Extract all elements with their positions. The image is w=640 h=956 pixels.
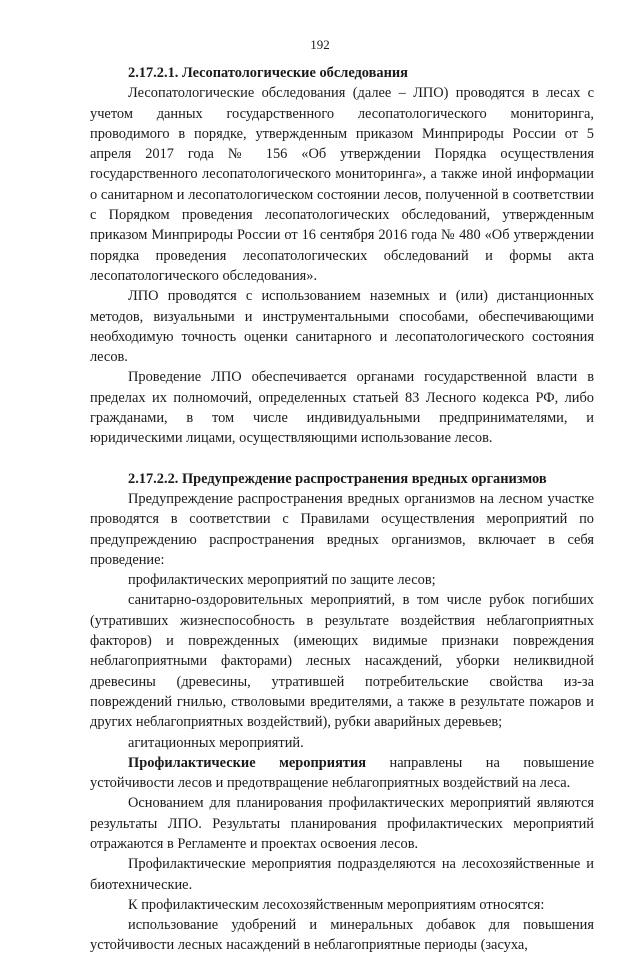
section-heading-forest-pathology-surveys: 2.17.2.1. Лесопатологические обследования [128, 65, 408, 81]
paragraph: Предупреждение распространения вредных организмов на лесном участке проводятся в соответствии с Правилами осуществления мероприятий по предупреждению распространения вредных организмов, включает в себя проведение: [90, 490, 594, 568]
paragraph: Основанием для планирования профилактических мероприятий являются результаты ЛПО. Результаты планирования профилактических мероприятий отражаются в Регламенте и проектах освоения лесов. [90, 795, 594, 852]
document-body [90, 63, 594, 956]
paragraph: Проведение ЛПО обеспечивается органами государственной власти в пределах их полномочий, определенных статьей 83 Лесного кодекса РФ, либо гражданами, в том числе индивидуальными предпринимателями, и юридическими лицами, осуществляющими использование лесов. [90, 369, 594, 447]
bold-lead-term: Профилактические мероприятия [128, 754, 367, 771]
list-item: использование удобрений и минеральных добавок для повышения устойчивости лесных насаждений в неблагоприятные периоды (засуха, [90, 917, 594, 954]
list-item: агитационных мероприятий. [128, 734, 304, 751]
paragraph-text: направлены на повышение устойчивости лесов и предотвращение неблагоприятных воздействий на леса. [90, 754, 594, 792]
paragraph: Лесопатологические обследования (далее – ЛПО) проводятся в лесах с учетом данных государственного лесопатологического мониторинга, проводимого в порядке, утвержденным приказом Минприроды России от 5 апреля 2017 года № 156 «Об утверждении Порядка осуществления государственного лесопатологического мониторинга», а также иной информации о санитарном и лесопатологическом состоянии лесов, полученной в соответствии с Порядком проведения лесопатологических обследований, утвержденным приказом Минприроды России от 16 сентября 2016 года № 480 «Об утверждении порядка проведения лесопатологических обследований и формы акта лесопатологического обследования». [90, 85, 594, 284]
paragraph: К профилактическим лесохозяйственным мероприятиям относятся: [128, 896, 545, 913]
list-item: санитарно-оздоровительных мероприятий, в том числе рубок погибших (утративших жизнеспособность в результате воздействия неблагоприятных факторов) и поврежденных (имеющих видимые признаки повреждения неблагоприятными факторами) лесных насаждений, уборки неликвидной древесины (древесины, утратившей потребительские свойства из-за повреждений гнилью, стволовыми вредителями, а также в результате пожаров и других неблагоприятных воздействий), рубки аварийных деревьев; [90, 592, 594, 731]
list-item: профилактических мероприятий по защите лесов; [128, 572, 436, 589]
page-number: 192 [310, 37, 330, 52]
section-heading-pest-prevention: 2.17.2.2. Предупреждение распространения вредных организмов [128, 470, 547, 487]
paragraph: Профилактические мероприятия подразделяются на лесохозяйственные и биотехнические. [90, 856, 594, 893]
paragraph: ЛПО проводятся с использованием наземных и (или) дистанционных методов, визуальными и инструментальными способами, обеспечивающими необходимую точность оценки санитарного и лесопатологического состояния лесов. [90, 288, 594, 366]
paragraph-preventive-measures [90, 753, 594, 794]
